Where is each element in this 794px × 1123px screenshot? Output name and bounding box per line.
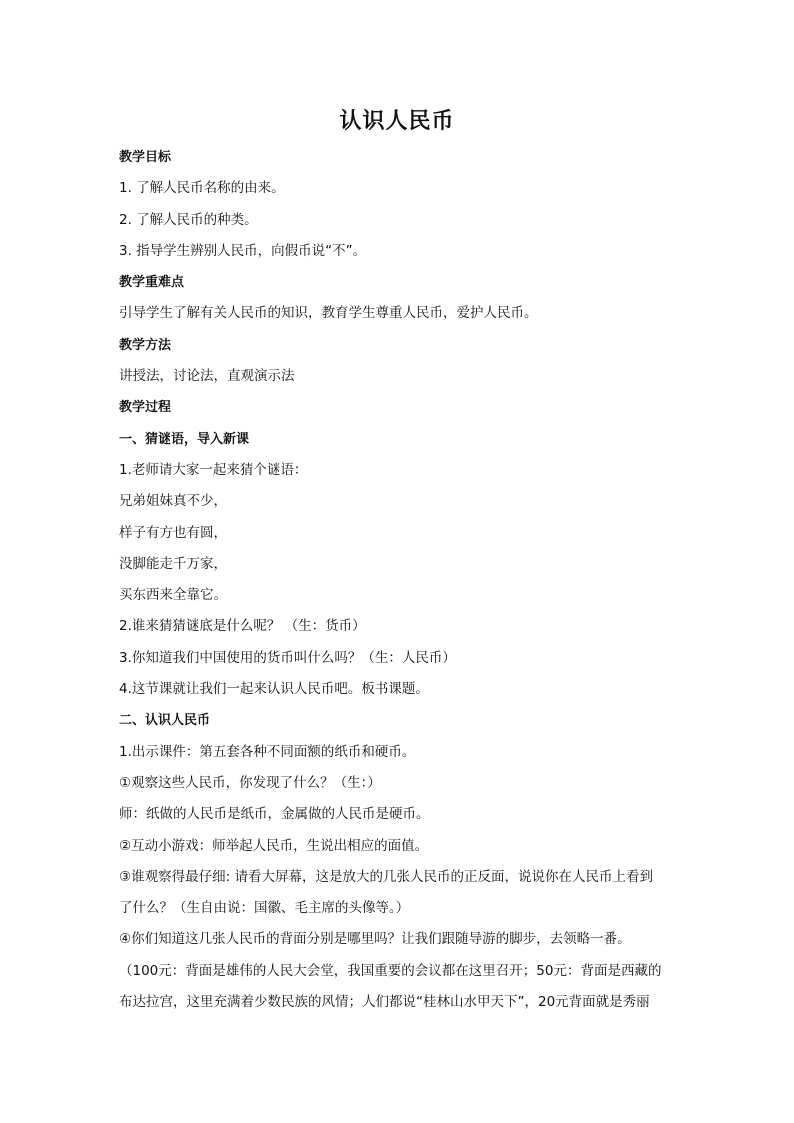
body-line: ④你们知道这几张人民币的背面分别是哪里吗？让我们跟随导游的脚步，去领略一番。 xyxy=(119,931,631,948)
section-heading: 二、认识人民币 xyxy=(119,713,211,729)
section-heading: 教学目标 xyxy=(119,150,172,165)
body-line: 1. 了解人民币名称的由来。 xyxy=(119,180,285,197)
body-line: 1.老师请大家一起来猜个谜语： xyxy=(119,461,308,478)
body-line: 买东西来全靠它。 xyxy=(119,587,227,604)
body-line: 引导学生了解有关人民币的知识，教育学生尊重人民币，爱护人民币。 xyxy=(119,305,538,322)
body-line: ①观察这些人民币，你发现了什么？（生：） xyxy=(119,774,381,791)
body-line: （100元：背面是雄伟的人民大会堂，我国重要的会议都在这里召开；50元：背面是西藏的 xyxy=(119,962,662,979)
document-body xyxy=(119,142,679,1018)
section-heading: 教学方法 xyxy=(119,337,172,353)
body-line: 2. 了解人民币的种类。 xyxy=(119,211,258,228)
body-line: 了什么？（生自由说：国徽、毛主席的头像等。） xyxy=(119,900,410,917)
body-line: 3. 指导学生辨别人民币，向假币说“不”。 xyxy=(119,242,367,259)
body-line: 1.出示课件：第五套各种不同面额的纸币和硬币。 xyxy=(119,743,416,760)
body-line: 4.这节课就让我们一起来认识人民币吧。板书课题。 xyxy=(119,681,429,698)
page-title: 认识人民币 xyxy=(339,109,455,134)
body-line: ③谁观察得最仔细: 请看大屏幕，这是放大的几张人民币的正反面，说说你在人民币上看到 xyxy=(119,868,653,885)
body-line: 样子有方也有圆， xyxy=(119,524,227,541)
section-heading: 一、猜谜语，导入新课 xyxy=(119,431,250,447)
section-heading: 教学过程 xyxy=(119,400,172,416)
body-line: ②互动小游戏：师举起人民币，生说出相应的面值。 xyxy=(119,837,429,854)
body-line: 兄弟姐妹真不少， xyxy=(119,493,227,510)
body-line: 3.你知道我们中国使用的货币叫什么吗？（生：人民币） xyxy=(119,649,456,666)
body-line: 没脚能走千万家， xyxy=(119,555,227,572)
body-line: 师：纸做的人民币是纸币，金属做的人民币是硬币。 xyxy=(119,806,430,823)
body-line: 讲授法，讨论法，直观演示法 xyxy=(119,368,295,385)
body-line: 布达拉宫，这里充满着少数民族的风情；人们都说“桂林山水甲天下”，20元背面就是秀丽 xyxy=(119,994,650,1011)
section-heading: 教学重难点 xyxy=(119,275,185,291)
body-line: 2.谁来猜猜谜底是什么呢？ （生：货币） xyxy=(119,618,366,635)
